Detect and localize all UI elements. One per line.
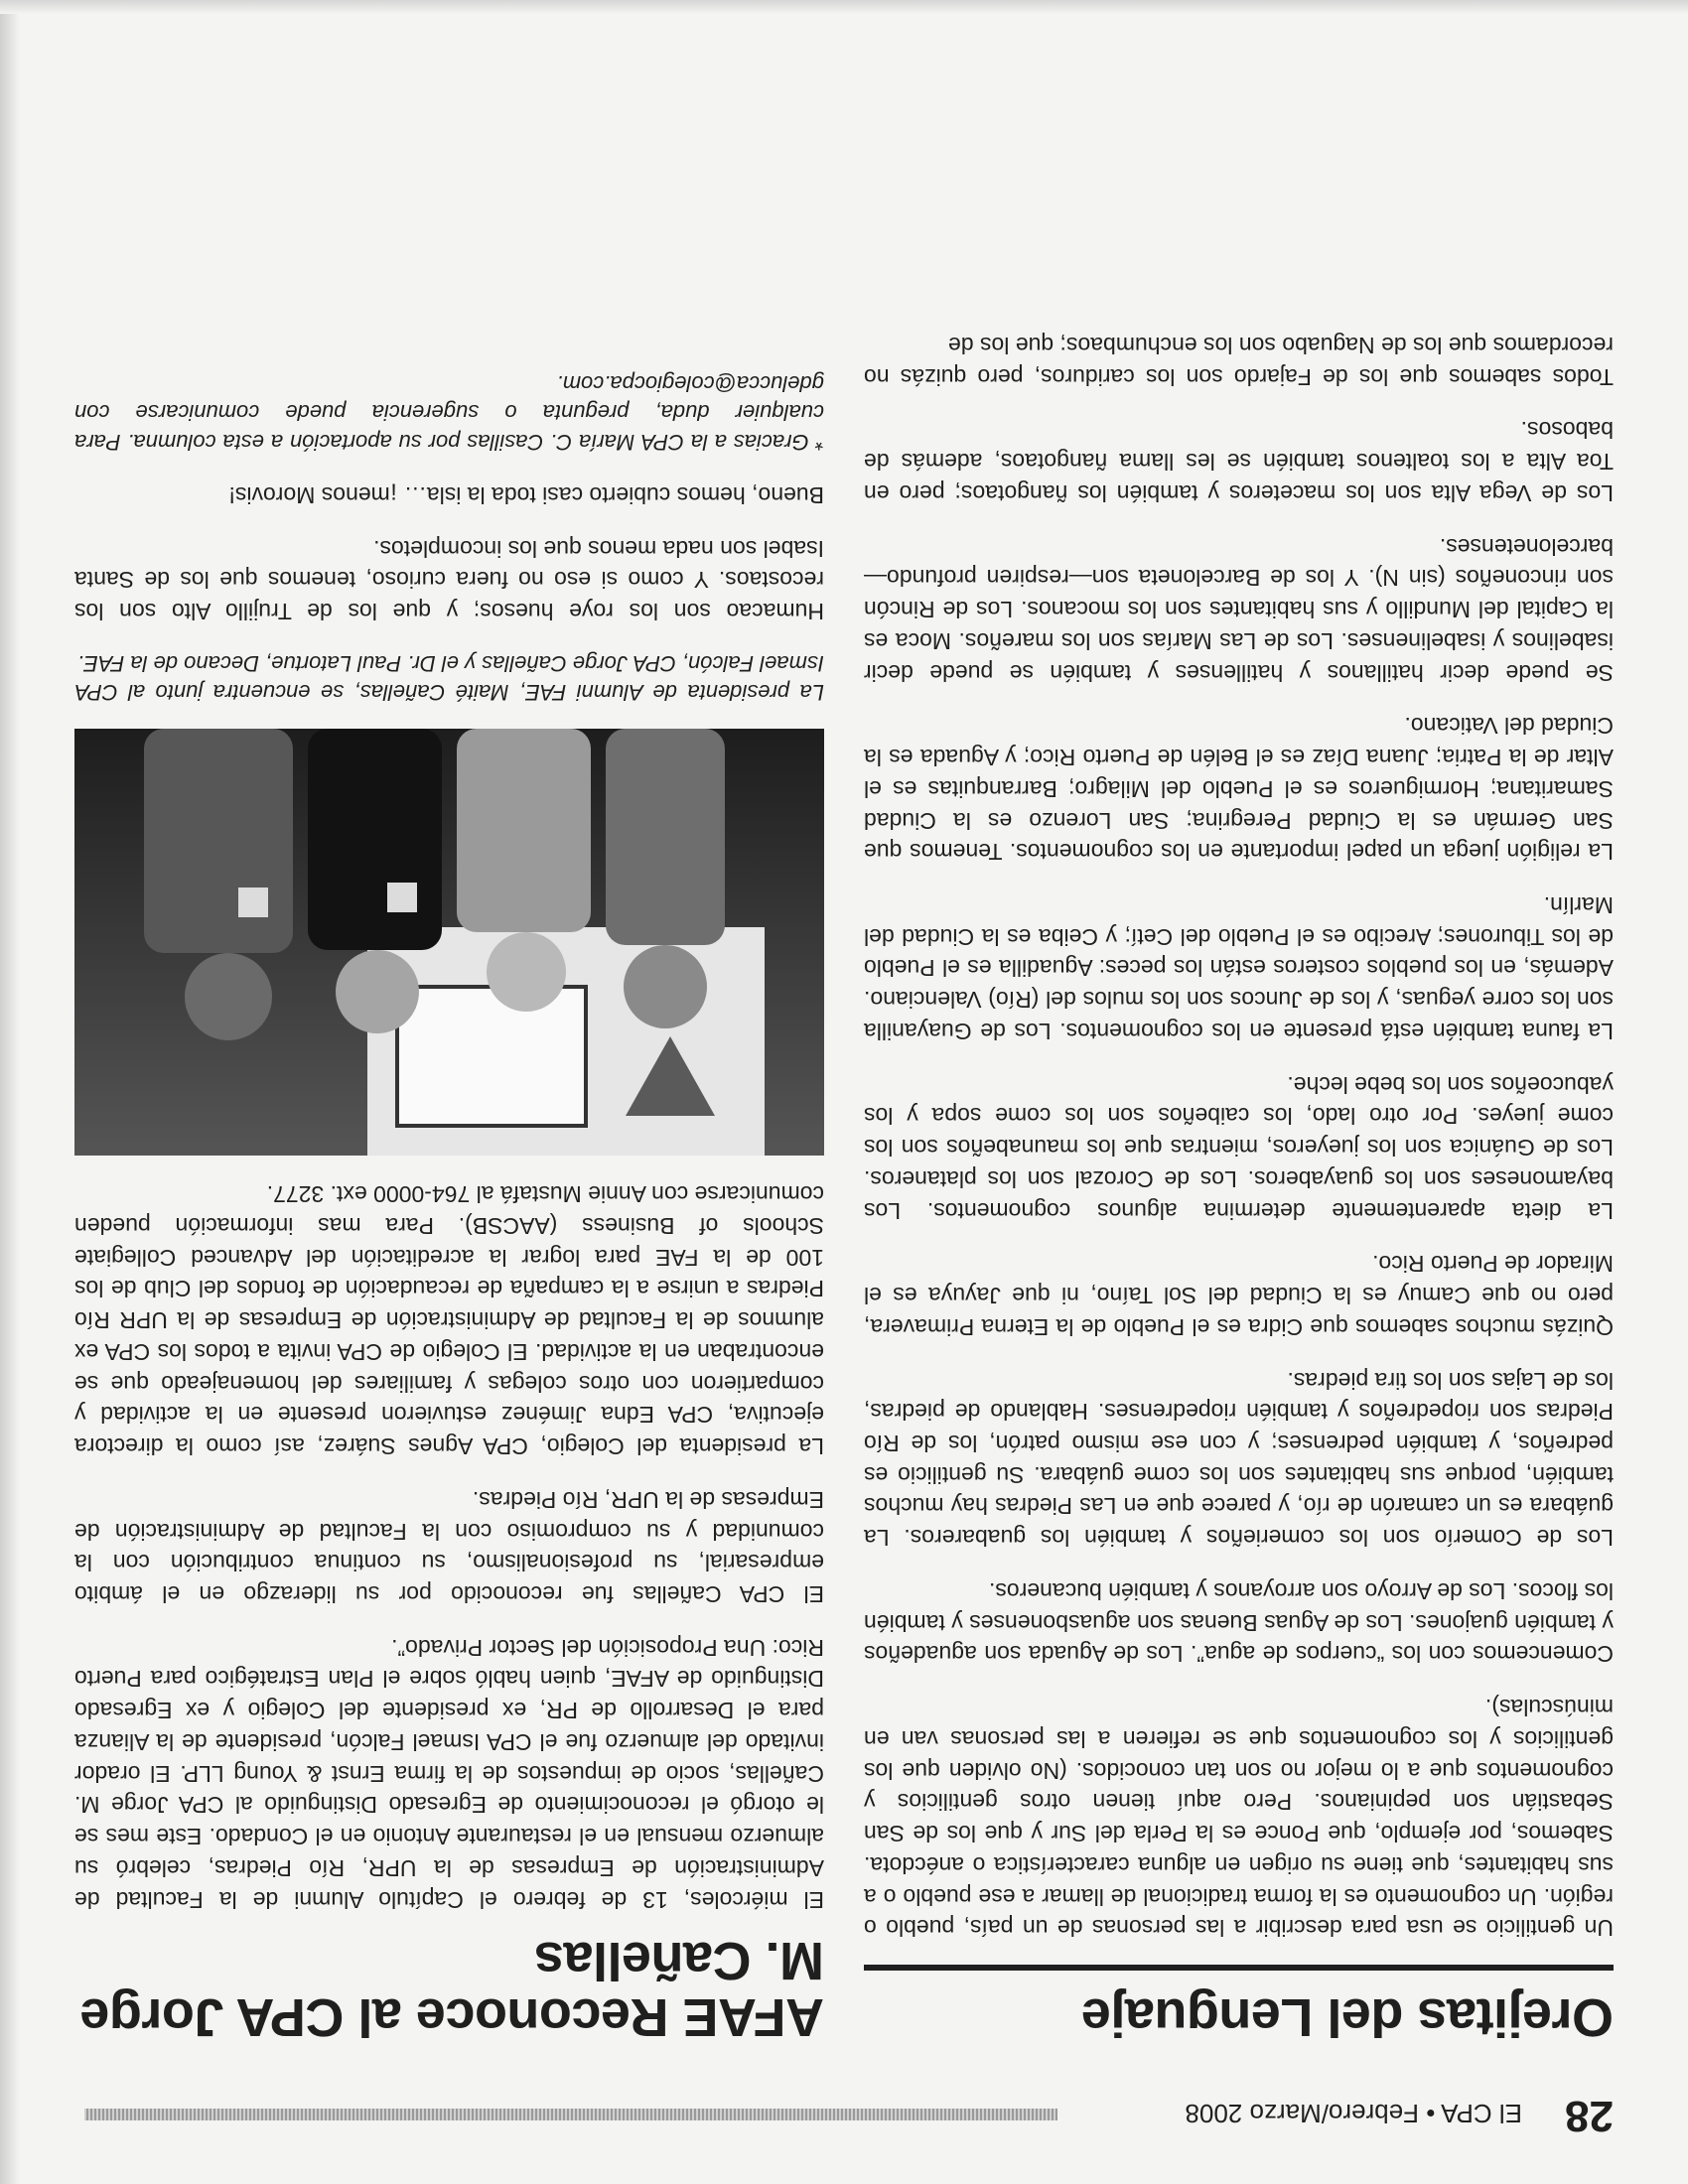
- paragraph: El CPA Cañellas fue reconocido por su liderazgo en el ámbito empresarial, su profesionalismo, su continua contribución con la comunidad y su compromiso con la Facultad de Administración de Empresas de la UPR, Río Piedras.: [74, 1486, 824, 1608]
- issue-line: El CPA • Febrero/Marzo 2008: [1185, 2099, 1522, 2128]
- article-title-orejitas: Orejitas del Lenguaje: [1081, 1987, 1614, 2047]
- paragraph: La dieta aparentemente determina algunos cognomentos. Los bayamoneses son los guayaberos. Los de Corozal son los plataneros. Los de Guánica son los jueyeros, mientras que los maunabeños son los come jueyes. Por otro lado, los caibeños son los come sopa y los yabucoeños son los bebe leche.: [864, 1071, 1614, 1224]
- page-header: [84, 2075, 1614, 2144]
- paragraph: El miércoles, 13 de febrero el Capítulo Alumni de la Facultad de Administración de Empresas de la UPR, Río Piedras, celebró su almuerzo mensual en el restaurante Antonio en el Condado. Este mes se le otorgó el reconocimiento de Egresado Distinguido al CPA Jorge M. Cañellas, socio de impuestos de la firma Ernst & Young LLP. El orador invitado del almuerzo fue el CPA Ismael Falcón, presidente de la Alianza para el Desarrollo de PR, ex presidente del Colegio y ex Egresado Distinguido de AFAE, quien habló sobre el Plan Estratégico para Puerto Rico: Una Proposición del Sector Privado”.: [74, 1634, 824, 1913]
- title-rule: [864, 1965, 1614, 1971]
- paragraph: Comencemos con los “cuerpos de agua”. Los de Aguada son aguadeños y también guajones. Los de Aguas Buenas son aguasbonenses y también los flocos. Los de Arroyo son arroyanos y también bucaneros.: [864, 1577, 1614, 1668]
- photo-caption: La presidenta de Alumni FAE, Maité Cañellas, se encuentra junto al CPA Ismael Falcón, CPA Jorge Cañellas y el Dr. Paul Latortue, Decano de la FAE.: [74, 650, 824, 706]
- article-title-afae: AFAE Reconoce al CPA Jorge M. Cañellas: [79, 1931, 824, 2047]
- scan-edge: [0, 0, 1688, 14]
- paragraph: Los de Comerío son los comerieños y también los guabareros. La guábara es un camarón de río, y parece que en Las Piedras hay muchos también, porque sus habitantes son los come guábara. Su gentilicio es pedreños, y también pedrenses; y con ese mismo patrón, los de Río Piedras son riopedreños y también riopedrenses. Hablando de piedras, los de Lajas son los tira piedras.: [864, 1367, 1614, 1552]
- paragraph: Quizás muchos sabemos que Cidra es el Pueblo de la Eterna Primavera, pero no que Camuy es la Ciudad del Sol Taíno, ni que Jayuya es el Mirador de Puerto Rico.: [864, 1251, 1614, 1340]
- paragraph: La presidenta del Colegio, CPA Agnes Suárez, así como la directora ejecutiva, CPA Edna Jiménez estuvieron presente en la actividad y compartieron con otros colegas y familiares del homenajeado que se encontraban en la actividad. El Colegio de CPA invita a todos los CPA ex alumnos de la Facultad de Administración de Empresas de la UPR Río Piedras a unirse a la campaña de recaudación de fondos del Club de los 100 de la FAE para lograr la acreditación del Advanced Collegiate Schools of Business (AACSB). Para mas información pueden comunicarse con Annie Mustafá al 764-0000 ext. 3277.: [74, 1181, 824, 1460]
- paragraph: Se puede decir hatillanos y hatillenses y también se puede decir isabelinos y isabelinenses. Los de Las Marías son los mareños. Moca es la Capital del Mundillo y sus habitantes son los mocanos. Los de Rincón son rinconeños (sin N). Y los de Barceloneta son—respiren profundo—barcelonetenses.: [864, 533, 1614, 686]
- paragraph: La religión juega un papel importante en los cognomentos. Tenemos que San Germán es la Ciudad Peregrina; San Lorenzo es la Ciudad Samaritana; Hormigueros es el Pueblo del Milagro; Barranquitas es el Altar de la Patria; Juana Díaz es el Belén de Puerto Rico; y Aguada es la Ciudad del Vaticano.: [864, 713, 1614, 866]
- group-photo-image: [74, 729, 824, 1156]
- footnote: * Gracias a la CPA María C. Casillas por su aportación a esta columna. Para cualquier duda, pregunta o sugerencia puede comunicarse con gdelucca@colegiocpa.com.: [74, 370, 824, 456]
- paragraph: Humacao son los roye huesos; y que los de Trujillo Alto son los recostaos. Y como si eso no fuera curioso, tenemos que los de Santa Isabel son nada menos que los incompletos.: [74, 535, 824, 625]
- paragraph: Todos sabemos que los de Fajardo son los cariduros, pero quizás no recordamos que los de Naguabo son los enchumbaos; que los de: [864, 333, 1614, 390]
- column-orejitas: [864, 307, 1614, 2045]
- paragraph: Un gentilicio se usa para describir a las personas de un país, pueblo o región. Un cognomento es la forma tradicional de llamar a ese pueblo o a sus habitantes, que tiene su origen en alguna característica o anécdota. Sabemos, por ejemplo, que Ponce es la Perla del Sur y que los de San Sebastián son pepinianos. Pero aquí tienen otros gentilicios y cognomentos que a lo mejor no son tan conocidos. (No olviden que los gentilicios y los cognomentos que se refieren a las personas van en minúsculas).: [864, 1695, 1614, 1942]
- paragraph: Los de Vega Alta son los maceteros y también los ñangotaos; pero en Toa Alta a los toaltenos también se les llama ñangotaos, además de babosos.: [864, 417, 1614, 506]
- header-rule: [84, 2109, 1057, 2120]
- scan-edge: [0, 0, 20, 2184]
- paragraph: Bueno, hemos cubierto casi toda la isla… ¡menos Morovis!: [228, 481, 824, 508]
- group-photo: [74, 729, 824, 1156]
- column-afae: [74, 346, 824, 2045]
- paragraph: La fauna también está presente en los cognomentos. Los de Guayanilla son los corre yeguas, y los de Juncos son los mulos del (Río) Valenciano. Además, en los pueblos costeros están los peces: Aguadilla es el Pueblo de los Tiburones; Arecibo es el Pueblo del Cetí; y Ceiba es la Ciudad del Marlín.: [864, 892, 1614, 1044]
- page-number: 28: [1565, 2092, 1614, 2140]
